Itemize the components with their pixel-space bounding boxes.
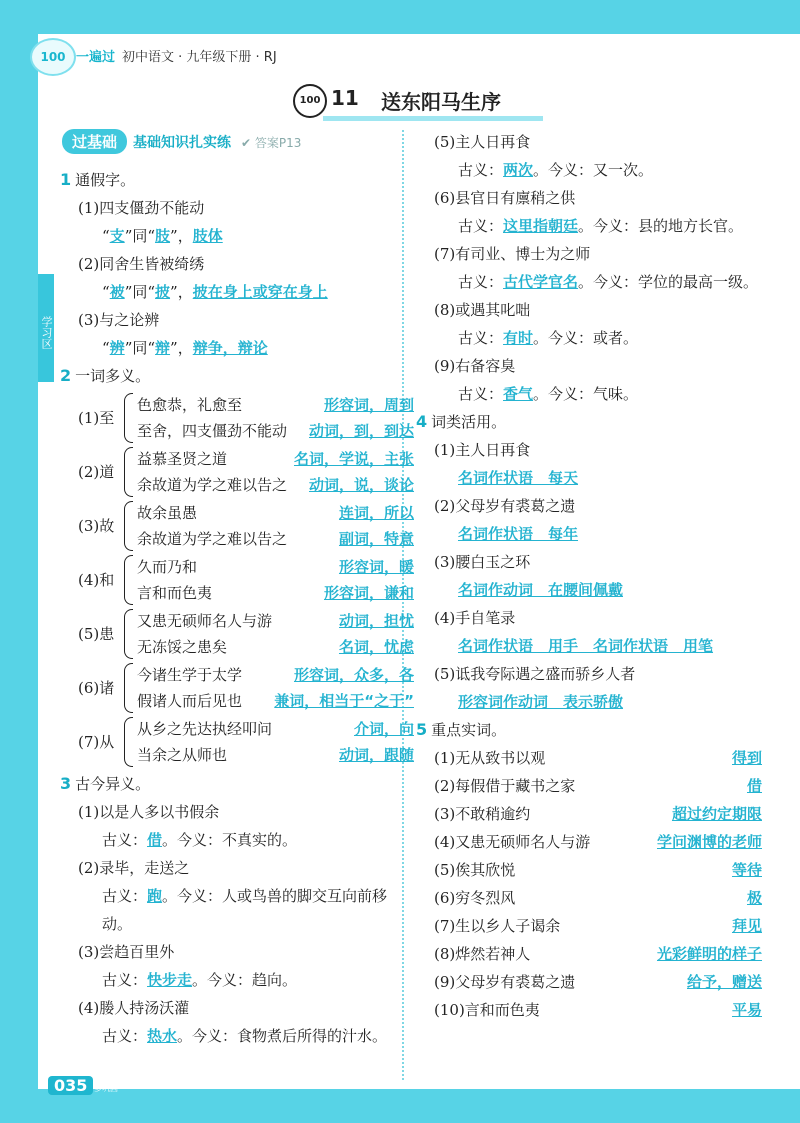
answer: 这里指朝廷: [503, 217, 579, 235]
answer: 光彩鲜明的样子: [656, 945, 762, 963]
question-text: (4)手自笔录: [434, 609, 516, 627]
answer-line: [62, 966, 414, 994]
brace-icon: [124, 501, 133, 551]
modern-meaning: 。今义：趋向。: [192, 971, 298, 989]
ancient-modern-list: [62, 798, 414, 1050]
answer-line: [418, 268, 762, 296]
polysemy-group: [62, 716, 414, 768]
group-row: [137, 608, 414, 634]
answer: 辨: [109, 339, 125, 357]
answer: 学问渊博的老师: [656, 833, 762, 851]
question-text: (8)或遇其叱咄: [434, 301, 531, 319]
book-subtitle: 初中语文 · 九年级下册 · RJ: [122, 50, 277, 65]
answer-line: [418, 576, 762, 604]
answer: 被: [109, 283, 125, 301]
key-word-row: [418, 996, 762, 1024]
section-number: 2: [60, 366, 72, 385]
word-usage-list: [418, 436, 762, 716]
example-sentence: 至舍，四支僵劲不能动: [137, 422, 288, 440]
section-number: 3: [60, 774, 72, 793]
section-number: 5: [416, 720, 428, 739]
brace-icon: [124, 393, 133, 443]
question-text: (10)言和而色夷: [434, 1001, 540, 1019]
question-text: (2)同舍生皆被绮绣: [78, 255, 205, 273]
answer-line: [418, 380, 762, 408]
ancient-label: 古义：: [102, 831, 148, 849]
ancient-label: 古义：: [458, 329, 504, 347]
group-row: [137, 472, 414, 498]
group-label: (5)患: [78, 625, 115, 643]
modern-meaning: 。今义：不真实的。: [162, 831, 298, 849]
polysemy-groups: [62, 392, 414, 768]
group-row: [137, 688, 414, 714]
section-number: 4: [416, 412, 428, 431]
answer: 形容词，众多，各: [293, 666, 414, 684]
group-rows: [137, 392, 414, 444]
ancient-label: 古义：: [458, 161, 504, 179]
polysemy-group: [62, 662, 414, 714]
answer: 辩争，辩论: [192, 339, 268, 357]
answer-line: [418, 464, 762, 492]
answer-line: [418, 520, 762, 548]
question-text: (4)又患无硕师名人与游: [434, 833, 591, 851]
key-word-row: [418, 968, 762, 996]
answer: 形容词，暖: [338, 558, 414, 576]
answer-ref-text: 答案P13: [254, 136, 302, 150]
group-row: [137, 716, 414, 742]
section-heading: [416, 716, 762, 744]
key-word-row: [418, 828, 762, 856]
key-words-list: [418, 744, 762, 1024]
brace-icon: [124, 663, 133, 713]
modern-meaning: 。今义：县的地方长官。: [578, 217, 744, 235]
key-word-row: [418, 772, 762, 800]
group-rows: [137, 608, 414, 660]
footer-slogan: 上课认真听 下课多巩固: [94, 1074, 153, 1093]
answer: 名词作状语 用手 名词作状语 用笔: [458, 637, 714, 655]
answer-ref: ✔ 答案P13: [241, 136, 302, 150]
question-text: (7)有司业、博士为之师: [434, 245, 591, 263]
answer: 借: [746, 777, 762, 795]
answer: 平易: [731, 1001, 762, 1019]
title-underline: [323, 116, 543, 121]
group-label: (2)道: [78, 463, 115, 481]
answer: 名词作状语 每天: [458, 469, 579, 487]
group-rows: [137, 500, 414, 552]
modern-meaning: 。今义：食物煮后所得的汁水。: [177, 1027, 388, 1045]
banner-tag: 过基础: [62, 129, 127, 154]
brace-icon: [124, 609, 133, 659]
section-title: 词类活用。: [431, 413, 507, 431]
example-sentence: 又患无硕师名人与游: [137, 612, 273, 630]
question-text: (3)腰白玉之环: [434, 553, 531, 571]
answer: 连词，所以: [338, 504, 414, 522]
group-rows: [137, 554, 414, 606]
group-rows: [137, 662, 414, 714]
group-label: (1)至: [78, 409, 115, 427]
example-sentence: 故余虽愚: [137, 504, 198, 522]
group-row: [137, 526, 414, 552]
question-text: (6)县官日有廪稍之供: [434, 189, 576, 207]
answer: 超过约定期限: [671, 805, 762, 823]
brace-icon: [124, 447, 133, 497]
group-label: (7)从: [78, 733, 115, 751]
section-heading: [416, 408, 762, 436]
question-text: (2)父母岁有裘葛之遗: [434, 497, 576, 515]
banner-subtitle: 基础知识扎实练: [133, 135, 232, 151]
answer-line: “辨”同“辩”，辩争，辩论: [102, 339, 268, 357]
example-sentence: 言和而色夷: [137, 584, 213, 602]
group-row: [137, 500, 414, 526]
answer: 名词，学说，主张: [293, 450, 414, 468]
group-rows: [137, 716, 414, 768]
modern-meaning: 。今义：或者。: [533, 329, 639, 347]
lesson-title: 送东阳马生序: [381, 90, 501, 114]
group-row: [137, 634, 414, 660]
answer-line: [418, 212, 762, 240]
answer: 借: [147, 831, 163, 849]
answer: 形容词作动词 表示骄傲: [458, 693, 624, 711]
section-title: 一词多义。: [75, 367, 151, 385]
section-number: 1: [60, 170, 72, 189]
group-row: [137, 392, 414, 418]
question-text: (1)四支僵劲不能动: [78, 199, 205, 217]
answer: 名词，忧虑: [338, 638, 414, 656]
answer-line: [62, 1022, 414, 1050]
question-text: (9)父母岁有裘葛之遗: [434, 973, 576, 991]
group-row: [137, 580, 414, 606]
answer: 披: [155, 283, 171, 301]
group-row: [137, 742, 414, 768]
section-heading: [60, 166, 414, 194]
section-title: 通假字。: [75, 171, 136, 189]
example-sentence: 假诸人而后见也: [137, 692, 243, 710]
answer: 肢体: [192, 227, 223, 245]
answer-line: [418, 688, 762, 716]
series-name: 一遍过: [76, 50, 116, 65]
question-text: (3)与之论辨: [78, 311, 160, 329]
example-sentence: 无冻馁之患矣: [137, 638, 228, 656]
answer: 副词，特意: [338, 530, 414, 548]
question-text: (2)录毕，走送之: [78, 859, 190, 877]
group-label: (6)诸: [78, 679, 115, 697]
modern-meaning: 。今义：气味。: [533, 385, 639, 403]
question-text: (3)不敢稍逾约: [434, 805, 531, 823]
ancient-label: 古义：: [458, 273, 504, 291]
answer: 兼词，相当于“之于”: [274, 692, 414, 710]
question-text: (1)无从致书以观: [434, 749, 546, 767]
ancient-label: 古义：: [458, 385, 504, 403]
answer-line: [62, 826, 414, 854]
answer: 形容词，谦和: [323, 584, 414, 602]
section-heading: [60, 362, 414, 390]
question-text: (3)尝趋百里外: [78, 943, 175, 961]
brand-logo: 100: [30, 38, 76, 76]
answer: 有时: [503, 329, 534, 347]
group-label: (3)故: [78, 517, 115, 535]
page-number: 035: [48, 1076, 93, 1095]
section-heading: [60, 770, 414, 798]
group-rows: [137, 446, 414, 498]
answer: 肢: [155, 227, 171, 245]
example-sentence: 色愈恭，礼愈至: [137, 396, 243, 414]
question-text: (7)生以乡人子谒余: [434, 917, 561, 935]
answer: 快步走: [147, 971, 193, 989]
answer: 香气: [503, 385, 534, 403]
polysemy-group: [62, 608, 414, 660]
brace-icon: [124, 717, 133, 767]
polysemy-group: [62, 392, 414, 444]
answer-line: [418, 632, 762, 660]
left-column: [62, 128, 414, 1050]
question-text: (5)主人日再食: [434, 133, 531, 151]
polysemy-group: [62, 500, 414, 552]
answer: 极: [746, 889, 762, 907]
right-column: [418, 128, 762, 1024]
ancient-label: 古义：: [458, 217, 504, 235]
example-sentence: 今诸生学于太学: [137, 666, 243, 684]
section-title: 重点实词。: [431, 721, 507, 739]
question-text: (5)俟其欣悦: [434, 861, 516, 879]
question-text: (8)烨然若神人: [434, 945, 531, 963]
modern-meaning: 。今义：又一次。: [533, 161, 654, 179]
side-tab: 学习区: [38, 274, 54, 382]
header: [38, 34, 800, 76]
answer: 动词，跟随: [338, 746, 414, 764]
section-title: 古今异义。: [75, 775, 151, 793]
answer: 给予，赠送: [686, 973, 762, 991]
answer-line: [418, 324, 762, 352]
answer: 古代学官名: [503, 273, 579, 291]
group-row: [137, 662, 414, 688]
example-sentence: 益慕圣贤之道: [137, 450, 228, 468]
answer: 披在身上或穿在身上: [192, 283, 328, 301]
answer: 名词作动词 在腰间佩戴: [458, 581, 624, 599]
question-text: (2)每假借于藏书之家: [434, 777, 576, 795]
group-row: [137, 418, 414, 444]
key-word-row: [418, 940, 762, 968]
key-word-row: [418, 856, 762, 884]
modern-meaning: 。今义：人或鸟兽的脚交互向前移动。: [102, 887, 388, 933]
example-sentence: 从乡之先达执经叩问: [137, 720, 273, 738]
ancient-modern-list-continued: [418, 128, 762, 408]
ancient-label: 古义：: [102, 971, 148, 989]
modern-meaning: 。今义：学位的最高一级。: [578, 273, 759, 291]
answer: 两次: [503, 161, 534, 179]
question-text: (1)主人日再食: [434, 441, 531, 459]
answer: 介词，向: [353, 720, 414, 738]
answer: 等待: [731, 861, 762, 879]
group-row: [137, 554, 414, 580]
answer: 形容词，周到: [323, 396, 414, 414]
answer: 得到: [731, 749, 762, 767]
polysemy-group: [62, 446, 414, 498]
polysemy-group: [62, 554, 414, 606]
brace-icon: [124, 555, 133, 605]
answer: 辩: [155, 339, 171, 357]
key-word-row: [418, 744, 762, 772]
answer: 拜见: [731, 917, 762, 935]
answer-line: [418, 156, 762, 184]
question-text: (4)媵人持汤沃灌: [78, 999, 190, 1017]
footer: [34, 1072, 154, 1098]
key-word-row: [418, 800, 762, 828]
page: [38, 34, 800, 1089]
answer: 动词，到，到达: [308, 422, 414, 440]
question-text: (6)穷冬烈风: [434, 889, 516, 907]
answer: 支: [109, 227, 125, 245]
question-text: (1)以是人多以书假余: [78, 803, 220, 821]
section-banner: [62, 128, 414, 158]
example-sentence: 余故道为学之难以告之: [137, 476, 288, 494]
question-text: (5)诋我夸际遇之盛而骄乡人者: [434, 665, 636, 683]
answer-line: “被”同“披”，披在身上或穿在身上: [102, 283, 328, 301]
answer: 动词，担忧: [338, 612, 414, 630]
answer-line: [62, 882, 414, 938]
ancient-label: 古义：: [102, 1027, 148, 1045]
question-text: (9)右备容臭: [434, 357, 516, 375]
example-sentence: 余故道为学之难以告之: [137, 530, 288, 548]
answer: 跑: [147, 887, 163, 905]
group-row: [137, 446, 414, 472]
answer: 动词，说，谈论: [308, 476, 414, 494]
example-sentence: 久而乃和: [137, 558, 198, 576]
lesson-number: 11: [331, 86, 359, 110]
ancient-label: 古义：: [102, 887, 148, 905]
example-sentence: 当余之从师也: [137, 746, 228, 764]
badge-icon: 100: [293, 84, 327, 118]
key-word-row: [418, 912, 762, 940]
answer: 热水: [147, 1027, 178, 1045]
key-word-row: [418, 884, 762, 912]
group-label: (4)和: [78, 571, 115, 589]
answer: 名词作状语 每年: [458, 525, 579, 543]
answer-line: “支”同“肢”，肢体: [102, 227, 223, 245]
